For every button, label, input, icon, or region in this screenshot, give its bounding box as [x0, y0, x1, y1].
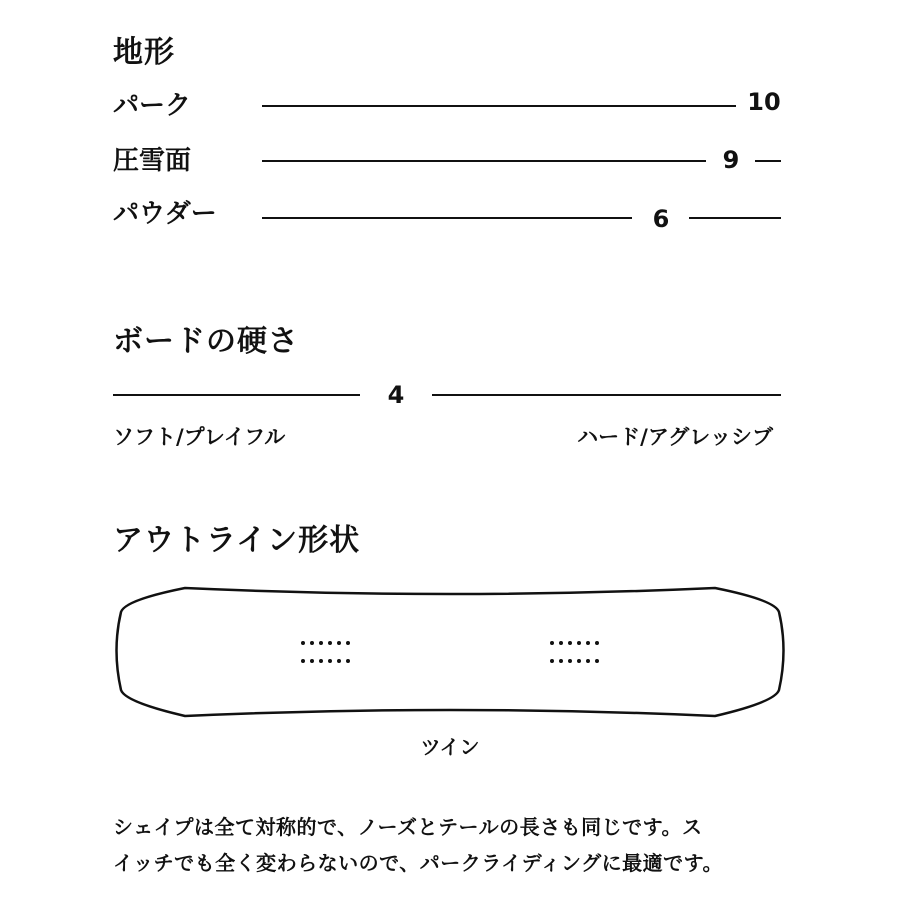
description-line-1: シェイプは全て対称的で、ノーズとテールの長さも同じです。ス [113, 815, 703, 839]
snowboard-outline [117, 588, 784, 716]
outline-shape-label: ツイン [420, 735, 480, 759]
binding-inserts-right [550, 641, 599, 663]
terrain-value-powder: 6 [652, 205, 670, 233]
binding-inserts-left [301, 641, 350, 663]
stiffness-soft-label: ソフト/プレイフル [113, 425, 286, 449]
stiffness-hard-label: ハード/アグレッシブ [577, 425, 773, 449]
terrain-value-groomed: 9 [722, 146, 740, 174]
stiffness-heading: ボードの硬さ [113, 324, 299, 359]
terrain-value-park: 10 [747, 88, 781, 116]
stiffness-value: 4 [387, 381, 405, 409]
terrain-heading: 地形 [113, 35, 175, 70]
outline-heading: アウトライン形状 [113, 523, 361, 558]
terrain-label-park: パーク [113, 91, 192, 121]
description-line-2: イッチでも全く変わらないので、パークライディングに最適です。 [113, 851, 723, 875]
terrain-label-groomed: 圧雪面 [113, 146, 192, 176]
terrain-label-powder: パウダー [113, 199, 217, 229]
